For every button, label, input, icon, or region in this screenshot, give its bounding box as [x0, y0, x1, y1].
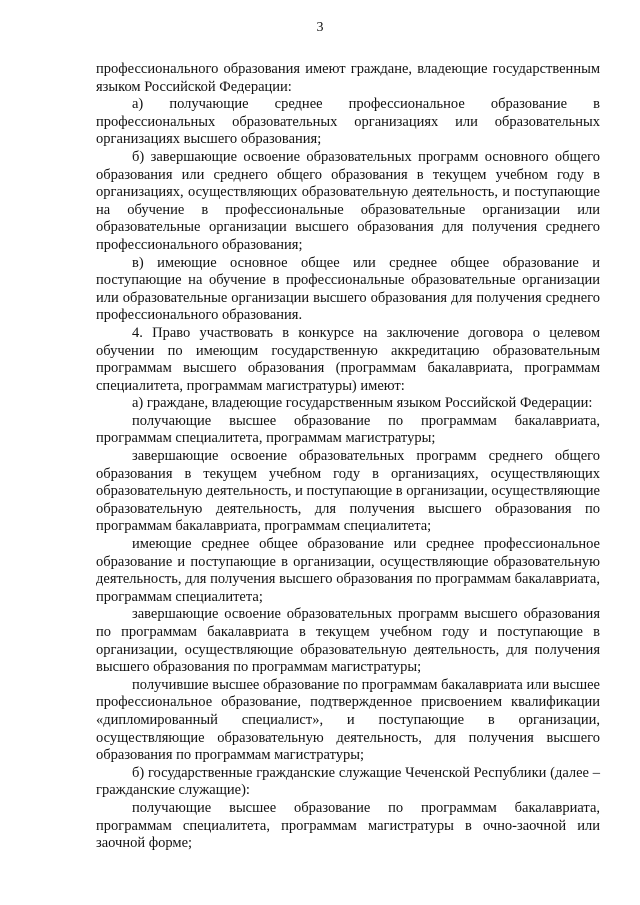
paragraph-clause-4: 4. Право участвовать в конкурсе на заключение договора о целевом обучении по имеющим государственную аккредитацию образовательным программам высшего образования (программам бакалавриата, программам специалитета, программам магистратуры) имеют:: [96, 324, 600, 394]
page-number: 3: [316, 20, 324, 35]
paragraph-clause-4-a-5: получившие высшее образование по программам бакалавриата или высшее профессиональное образование, подтвержденное присвоением квалификации «дипломированный специалист», и поступающие в организации, осуществляющие образовательную деятельность, для получения высшего образования по программам магистратуры;: [96, 676, 600, 764]
paragraph-clause-4-a: а) граждане, владеющие государственным языком Российской Федерации:: [132, 395, 593, 412]
paragraph-clause-4-a-1: получающие высшее образование по программам бакалавриата, программам специалитета, программам магистратуры;: [96, 412, 600, 447]
paragraph-clause-4-a-2: завершающие освоение образовательных программ среднего общего образования в текущем учебном году в организациях, осуществляющих образовательную деятельность, и поступающие в организации, осуществляющие образовательную деятельность, для получения высшего образования по программам бакалавриата, программам специалитета;: [96, 448, 600, 535]
paragraph-continuation: профессионального образования имеют граждане, владеющие государственным языком Российской Федерации:: [96, 61, 600, 95]
paragraph-item-c: в) имеющие основное общее или среднее общее образование и поступающие на обучение в профессиональные образовательные организации или образовательные организации высшего образования для получения среднего профессионального образования.: [96, 254, 600, 324]
document-body: [96, 61, 600, 853]
paragraph-clause-4-a-3: имеющие среднее общее образование или среднее профессиональное образование и поступающие в организации, осуществляющие образовательную деятельность, для получения высшего образования по программам бакалавриата, программам специалитета;: [96, 536, 600, 605]
paragraph-item-b: б) завершающие освоение образовательных программ основного общего образования или среднего общего образования в текущем учебном году в организациях, осуществляющих образовательную деятельность, и поступающие на обучение в профессиональные образовательные организации или образовательные организации высшего образования для получения среднего профессионального образования;: [96, 148, 600, 253]
paragraph-clause-4-a-4: завершающие освоение образовательных программ высшего образования по программам бакалавриата в текущем учебном году и поступающие в организации, осуществляющие образовательную деятельность, для получения высшего образования по программам магистратуры;: [96, 606, 600, 676]
paragraph-clause-4-b-1: получающие высшее образование по программам бакалавриата, программам специалитета, программам магистратуры в очно-заочной или заочной форме;: [96, 799, 600, 852]
paragraph-item-a: а) получающие среднее профессиональное образование в профессиональных образовательных организациях или образовательных организациях высшего образования;: [96, 96, 600, 148]
paragraph-clause-4-b: б) государственные гражданские служащие Чеченской Республики (далее – гражданские служащие):: [96, 764, 600, 799]
